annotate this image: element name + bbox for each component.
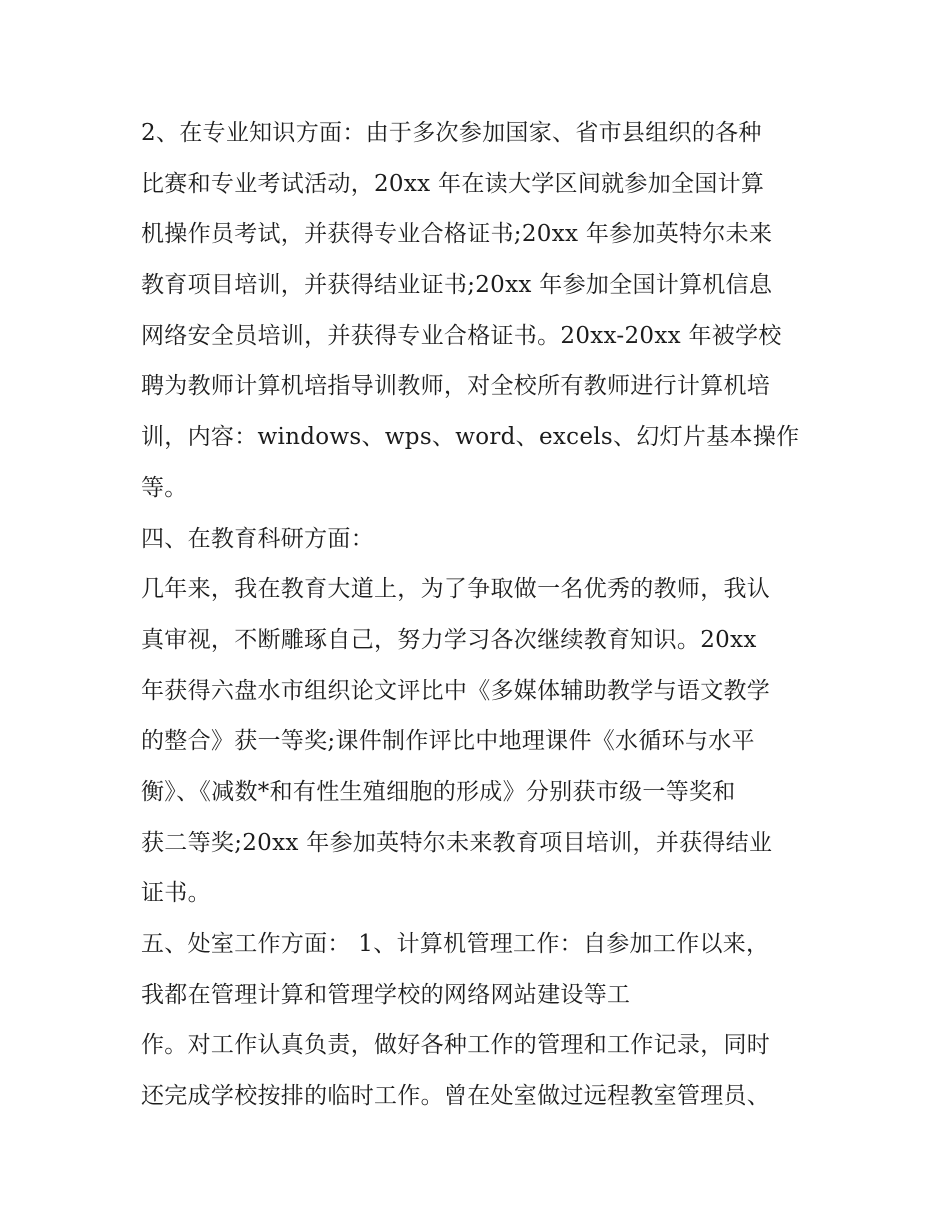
text-line: 机操作员考试，并获得专业合格证书;20xx 年参加英特尔未来	[141, 221, 773, 248]
text-line: 几年来，我在教育大道上，为了争取做一名优秀的教师，我认	[141, 576, 771, 603]
section-heading: 四、在教育科研方面：	[141, 525, 374, 552]
text-line: 的整合》获一等奖;课件制作评比中地理课件《水循环与水平	[141, 728, 755, 755]
text-line: 训，内容：windows、wps、word、excels、幻灯片基本操作	[141, 424, 800, 451]
text-line: 年获得六盘水市组织论文评比中《多媒体辅助教学与语文教学	[141, 677, 771, 704]
text-line: 网络安全员培训，并获得专业合格证书。20xx-20xx 年被学校	[141, 322, 782, 349]
text-line: 还完成学校按排的临时工作。曾在处室做过远程教室管理员、	[141, 1083, 771, 1110]
text-line: 2、在专业知识方面：由于多次参加国家、省市县组织的各种	[141, 120, 762, 146]
text-line: 教育项目培训，并获得结业证书;20xx 年参加全国计算机信息	[141, 272, 773, 299]
text-line: 等。	[141, 474, 188, 501]
text-line: 我都在管理计算和管理学校的网络网站建设等工	[141, 981, 631, 1008]
section-heading: 五、处室工作方面： 1、计算机管理工作：自参加工作以来，	[141, 931, 770, 957]
text-line: 聘为教师计算机培指导训教师，对全校所有教师进行计算机培	[141, 373, 771, 400]
text-line: 衡》、《减数*和有性生殖细胞的形成》分别获市级一等奖和	[141, 778, 736, 805]
text-line: 真审视，不断雕琢自己，努力学习各次继续教育知识。20xx	[141, 626, 757, 653]
text-line: 证书。	[141, 880, 211, 907]
document-body	[141, 108, 821, 1122]
text-line: 获二等奖;20xx 年参加英特尔未来教育项目培训，并获得结业	[141, 829, 773, 856]
text-line: 作。对工作认真负责，做好各种工作的管理和工作记录，同时	[141, 1032, 771, 1059]
text-line: 比赛和专业考试活动，20xx 年在读大学区间就参加全国计算	[141, 170, 765, 197]
